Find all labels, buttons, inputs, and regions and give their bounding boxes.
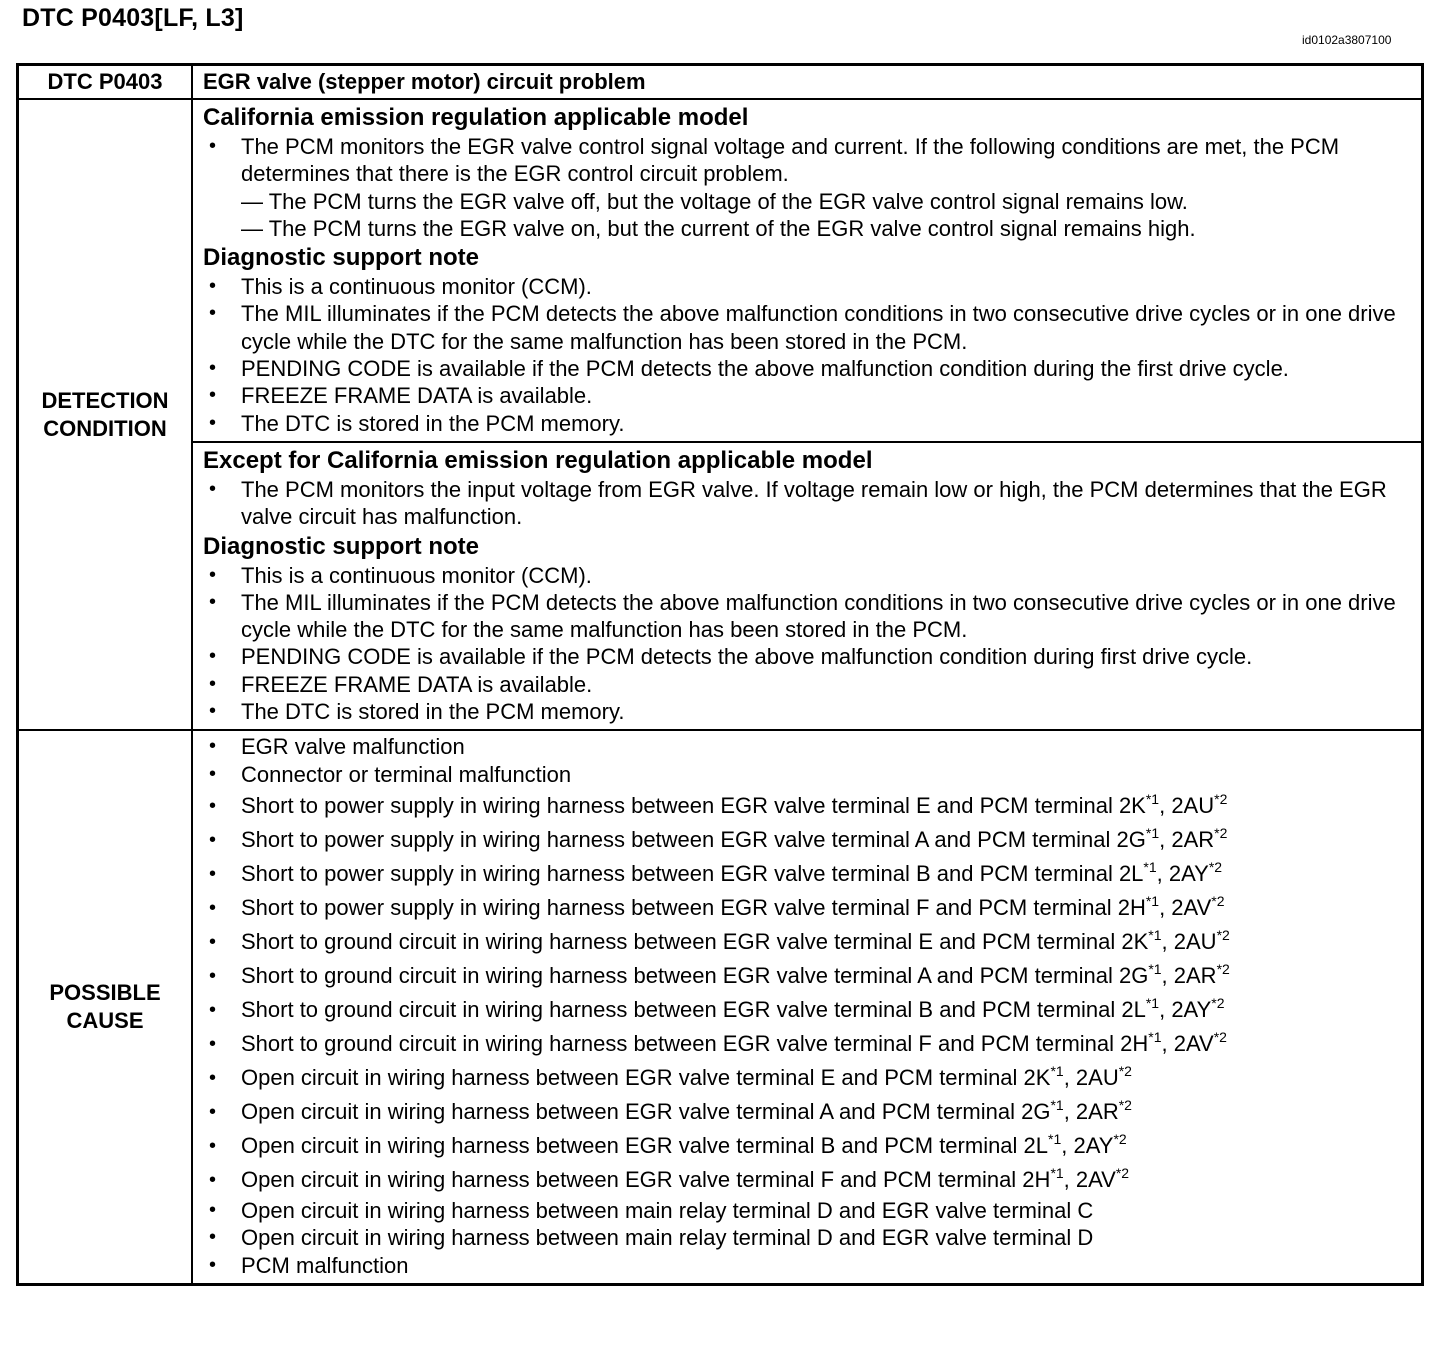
cause-text: Connector or terminal malfunction — [241, 761, 572, 787]
detection-label-line1: DETECTION — [41, 387, 169, 413]
cause-text: Short to ground circuit in wiring harness between EGR valve terminal F and PCM terminal 2H — [241, 1030, 1149, 1056]
cause-terminal-2: , 2AY — [1159, 996, 1212, 1022]
list-item — [203, 857, 1415, 891]
dtc-code-cell: DTC P0403 — [18, 65, 193, 100]
list-item: • PENDING CODE is available if the PCM detects the above malfunction condition during first drive cycle. — [203, 643, 1415, 670]
california-section — [192, 99, 1423, 442]
footnote-mark: *2 — [1211, 994, 1225, 1011]
footnote-mark: *2 — [1213, 1028, 1227, 1045]
list-item — [203, 1061, 1415, 1095]
list-item: • PENDING CODE is available if the PCM detects the above malfunction condition during the first drive cycle. — [203, 355, 1415, 382]
except-condition-list — [203, 476, 1415, 531]
footnote-mark: *2 — [1216, 960, 1230, 977]
footnote-mark: *2 — [1113, 1130, 1127, 1147]
cause-text: Short to power supply in wiring harness between EGR valve terminal E and PCM terminal 2K — [241, 792, 1146, 818]
detection-row-except — [18, 442, 1423, 730]
footnote-mark: *1 — [1148, 1028, 1162, 1045]
cause-text: Short to ground circuit in wiring harness between EGR valve terminal B and PCM terminal 2L — [241, 996, 1146, 1022]
list-item: • The PCM monitors the input voltage from EGR valve. If voltage remain low or high, the PCM determines that the EGR valve circuit has malfunction. — [203, 476, 1415, 531]
condition-dash-1: — The PCM turns the EGR valve off, but the voltage of the EGR valve control signal remains low. — [241, 188, 1188, 214]
footnote-mark: *1 — [1148, 960, 1162, 977]
dtc-description-cell: EGR valve (stepper motor) circuit problem — [192, 65, 1423, 100]
list-item — [203, 761, 1415, 789]
footnote-mark: *2 — [1214, 824, 1228, 841]
cause-terminal-2: , 2AR — [1161, 962, 1217, 988]
footnote-mark: *1 — [1145, 892, 1160, 909]
list-item: • This is a continuous monitor (CCM). — [203, 562, 1415, 589]
list-item — [203, 823, 1415, 857]
footnote-mark: *2 — [1211, 892, 1225, 909]
cause-label-line2: CAUSE — [66, 1008, 144, 1034]
cause-text: Short to power supply in wiring harness between EGR valve terminal B and PCM terminal 2L — [241, 860, 1144, 886]
list-item: • The DTC is stored in the PCM memory. — [203, 410, 1415, 437]
list-item — [203, 1027, 1415, 1061]
list-item — [203, 1163, 1415, 1197]
footnote-mark: *2 — [1216, 926, 1230, 943]
list-item — [203, 1197, 1415, 1225]
list-item — [203, 1095, 1415, 1129]
except-support-notes — [203, 562, 1415, 726]
footnote-mark: *1 — [1050, 1164, 1064, 1181]
california-support-notes — [203, 273, 1415, 437]
detection-condition-label — [18, 99, 193, 730]
cause-terminal-2: , 2AV — [1159, 894, 1212, 920]
cause-text: Short to power supply in wiring harness between EGR valve terminal F and PCM terminal 2H — [241, 894, 1146, 920]
dtc-table — [16, 63, 1424, 1286]
cause-text: Open circuit in wiring harness between main relay terminal D and EGR valve terminal C — [241, 1197, 1094, 1223]
cause-text: Short to ground circuit in wiring harness between EGR valve terminal A and PCM terminal 2G — [241, 962, 1149, 988]
list-item — [203, 733, 1415, 761]
support-note-heading: Diagnostic support note — [203, 532, 479, 560]
cause-text: Open circuit in wiring harness between EGR valve terminal E and PCM terminal 2K — [241, 1064, 1051, 1090]
california-condition-text: The PCM monitors the EGR valve control signal voltage and current. If the following conditions are met, the PCM determines that there is the EGR control circuit problem. — [241, 134, 1340, 187]
cause-terminal-2: , 2AU — [1161, 928, 1217, 954]
detection-row-california — [18, 99, 1423, 442]
list-item: • The MIL illuminates if the PCM detects the above malfunction conditions in two consecutive drive cycles or in one drive cycle while the DTC for the same malfunction has been stored in the PCM. — [203, 300, 1415, 355]
possible-cause-section — [192, 730, 1423, 1284]
list-item — [203, 925, 1415, 959]
list-item: • The DTC is stored in the PCM memory. — [203, 698, 1415, 725]
footnote-mark: *1 — [1145, 994, 1160, 1011]
footnote-mark: *2 — [1115, 1164, 1130, 1181]
cause-text: Open circuit in wiring harness between EGR valve terminal A and PCM terminal 2G — [241, 1098, 1051, 1124]
list-item: • FREEZE FRAME DATA is available. — [203, 671, 1415, 698]
footnote-mark: *1 — [1050, 1062, 1064, 1079]
except-heading: Except for California emission regulation applicable model — [203, 446, 873, 474]
footnote-mark: *2 — [1214, 790, 1228, 807]
cause-text: Open circuit in wiring harness between main relay terminal D and EGR valve terminal D — [241, 1225, 1094, 1251]
document-id: id0102a3807100 — [1302, 33, 1392, 47]
list-item — [203, 789, 1415, 823]
list-item: • This is a continuous monitor (CCM). — [203, 273, 1415, 300]
cause-terminal-2: , 2AY — [1156, 860, 1209, 886]
cause-text: Open circuit in wiring harness between EGR valve terminal B and PCM terminal 2L — [241, 1132, 1049, 1158]
california-condition-list — [203, 133, 1415, 242]
list-item — [203, 1129, 1415, 1163]
footnote-mark: *1 — [1048, 1130, 1062, 1147]
list-item — [203, 133, 1415, 242]
page-title: DTC P0403[LF, L3] — [22, 4, 244, 32]
cause-text: PCM malfunction — [241, 1252, 409, 1278]
detection-label-line2: CONDITION — [43, 415, 167, 441]
california-heading: California emission regulation applicable model — [203, 104, 749, 131]
condition-dash-2: — The PCM turns the EGR valve on, but the current of the EGR valve control signal remains high. — [241, 215, 1196, 241]
footnote-mark: *2 — [1118, 1096, 1132, 1113]
possible-cause-label — [18, 730, 193, 1284]
footnote-mark: *1 — [1145, 824, 1160, 841]
list-item: • The MIL illuminates if the PCM detects the above malfunction conditions in two consecutive drive cycles or in one drive cycle while the DTC for the same malfunction has been stored in the PCM. — [203, 589, 1415, 644]
footnote-mark: *1 — [1143, 858, 1157, 875]
list-item: • FREEZE FRAME DATA is available. — [203, 382, 1415, 409]
footnote-mark: *1 — [1145, 790, 1160, 807]
footnote-mark: *1 — [1148, 926, 1162, 943]
list-item — [203, 959, 1415, 993]
list-item — [203, 891, 1415, 925]
cause-text: Short to power supply in wiring harness between EGR valve terminal A and PCM terminal 2G — [241, 826, 1146, 852]
cause-terminal-2: , 2AU — [1063, 1064, 1119, 1090]
cause-terminal-2: , 2AU — [1159, 792, 1215, 818]
footnote-mark: *2 — [1118, 1062, 1132, 1079]
cause-terminal-2: , 2AY — [1061, 1132, 1114, 1158]
cause-terminal-2: , 2AR — [1159, 826, 1215, 852]
cause-label-line1: POSSIBLE — [49, 980, 161, 1006]
support-note-heading: Diagnostic support note — [203, 244, 479, 272]
cause-text: EGR valve malfunction — [241, 734, 465, 760]
table-header-row — [18, 65, 1423, 100]
cause-terminal-2: , 2AV — [1161, 1030, 1214, 1056]
cause-terminal-2: , 2AR — [1063, 1098, 1119, 1124]
cause-terminal-2: , 2AV — [1063, 1166, 1116, 1192]
footnote-mark: *2 — [1208, 858, 1223, 875]
possible-cause-row — [18, 730, 1423, 1284]
footnote-mark: *1 — [1050, 1096, 1064, 1113]
list-item — [203, 1252, 1415, 1280]
cause-text: Open circuit in wiring harness between EGR valve terminal F and PCM terminal 2H — [241, 1166, 1051, 1192]
except-section — [192, 442, 1423, 730]
list-item — [203, 1224, 1415, 1252]
cause-text: Short to ground circuit in wiring harness between EGR valve terminal E and PCM terminal 2K — [241, 928, 1149, 954]
list-item — [203, 993, 1415, 1027]
possible-cause-list — [203, 733, 1415, 1279]
